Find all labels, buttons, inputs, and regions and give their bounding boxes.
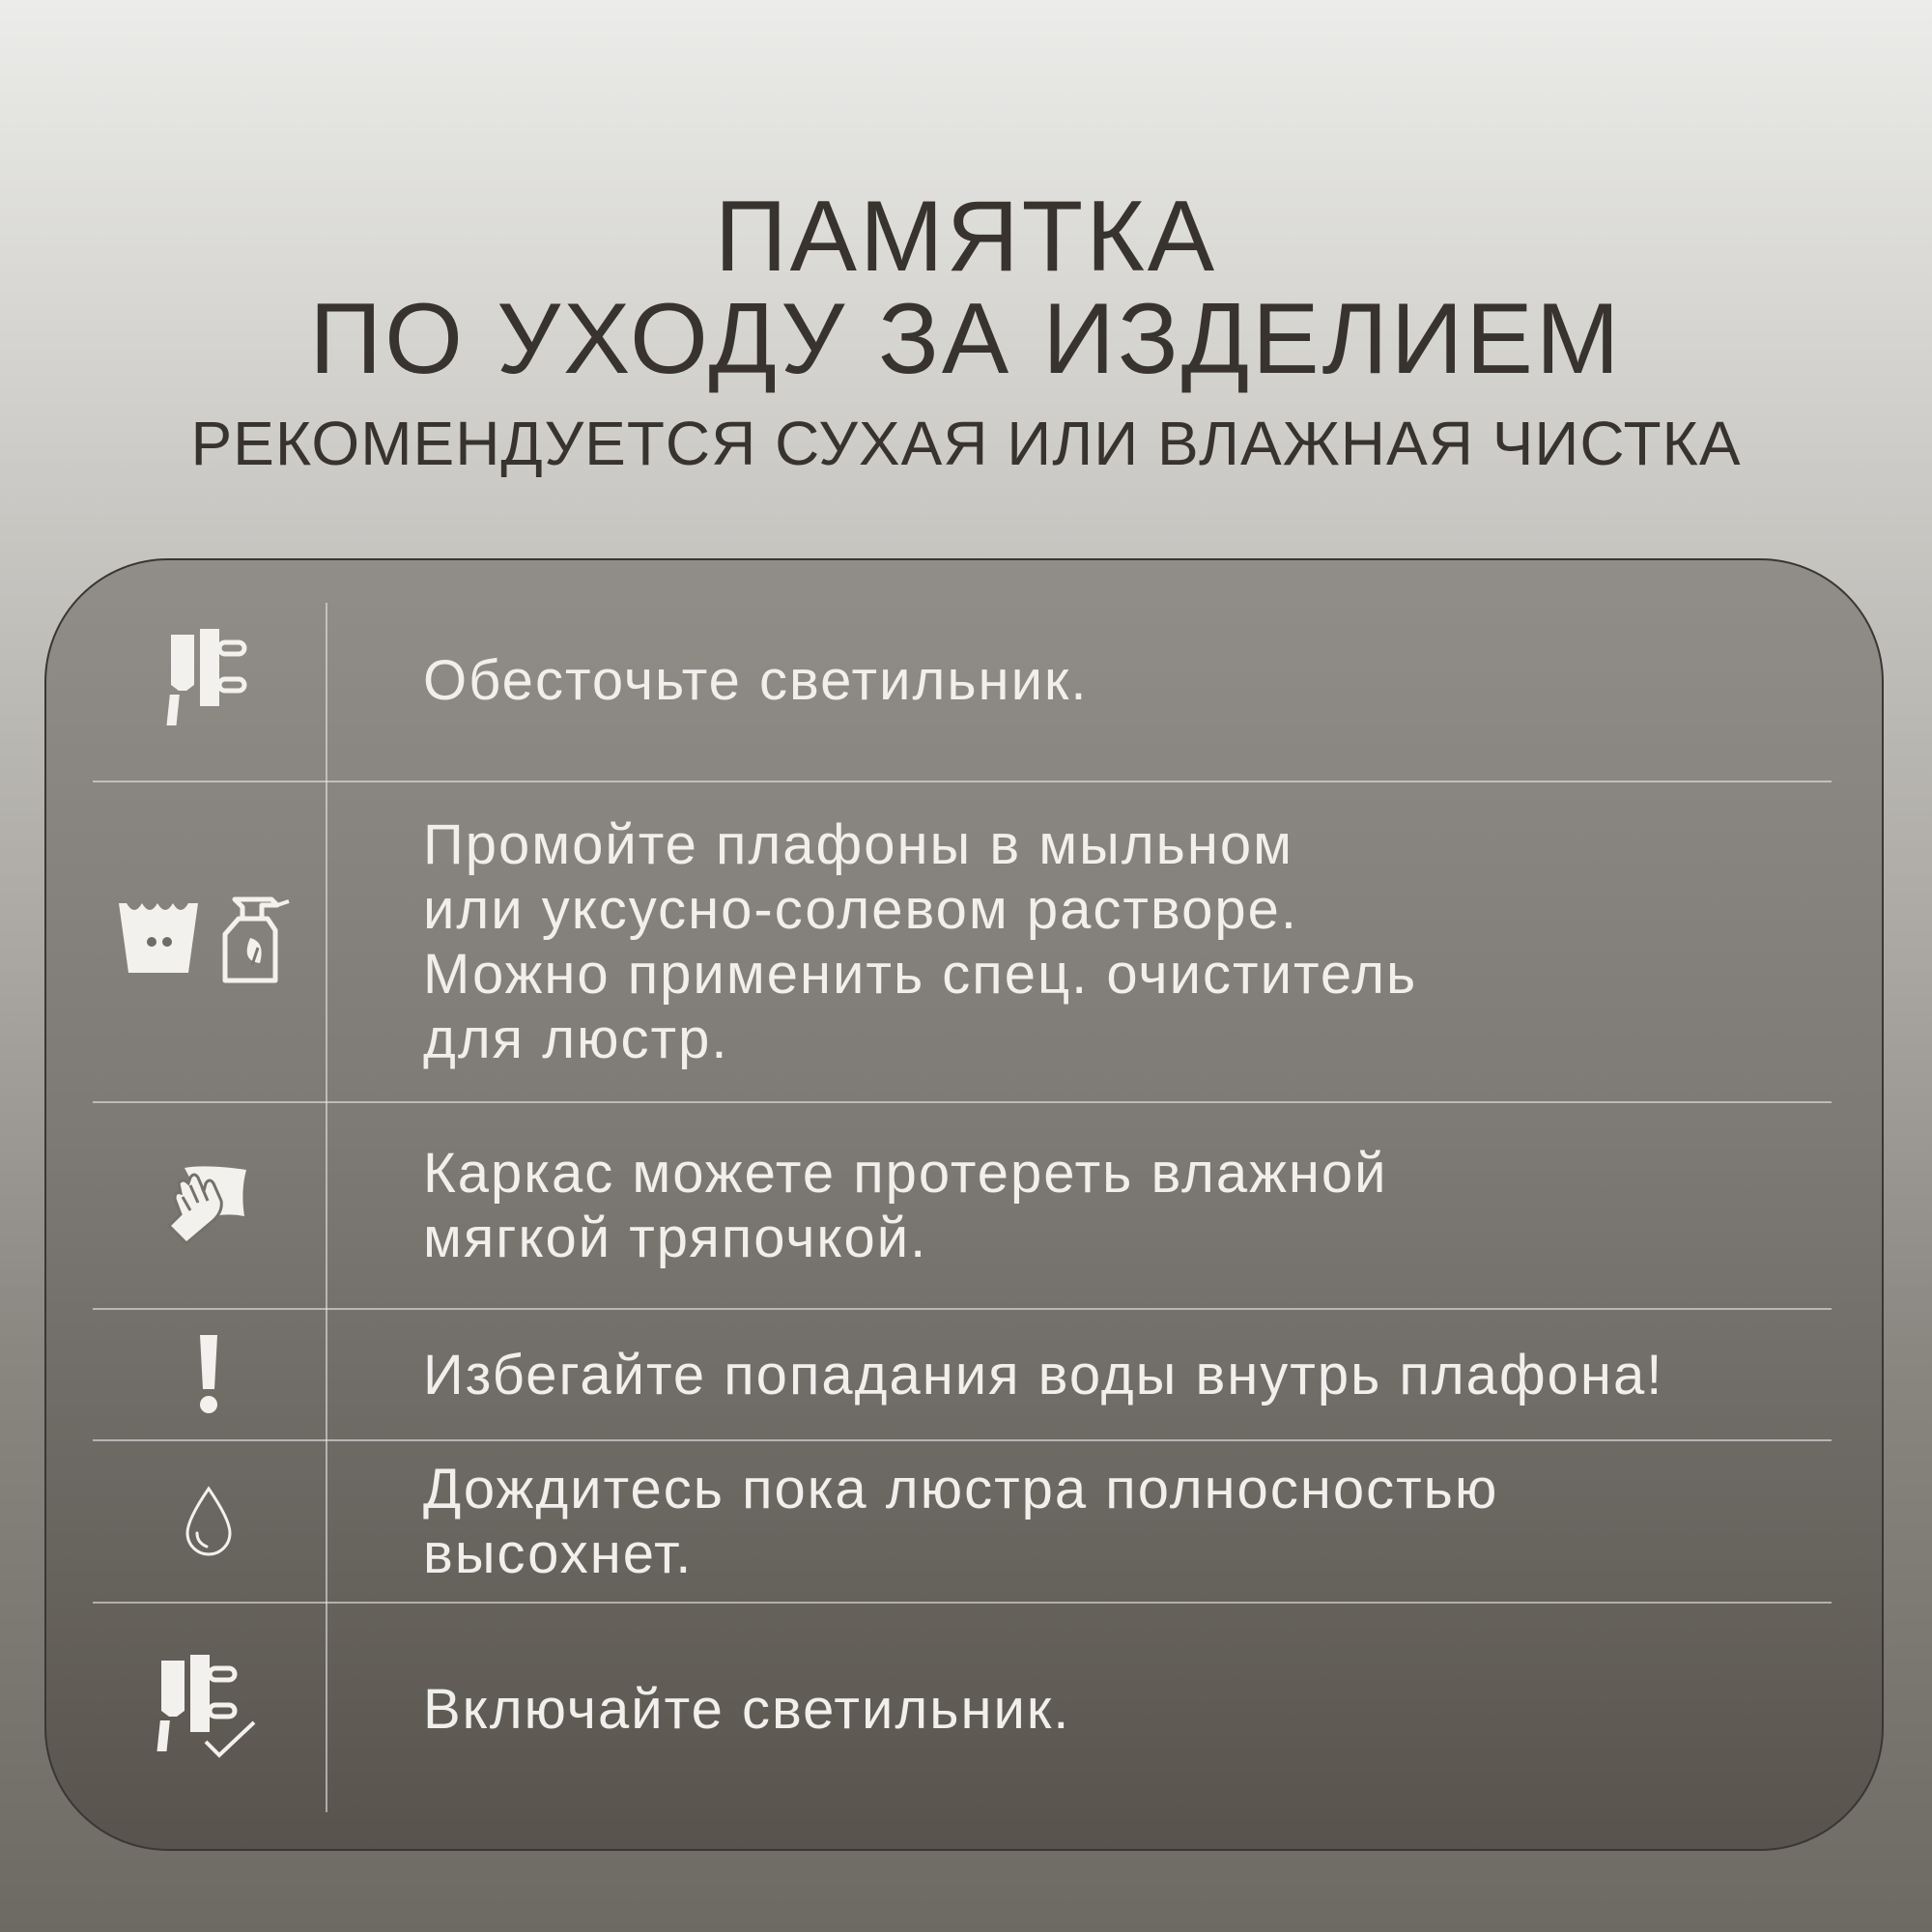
step-line: высохнет.	[423, 1522, 694, 1585]
title-line-2: ПО УХОДУ ЗА ИЗДЕЛИЕМ	[309, 282, 1623, 395]
step-row-unplug	[93, 599, 1832, 761]
spray-bottle-icon	[225, 899, 289, 980]
step-line: мягкой тряпочкой.	[423, 1207, 928, 1269]
care-instructions-card	[44, 558, 1884, 1851]
step-row-wipe	[93, 1103, 1832, 1308]
wash-basin-icon	[117, 895, 300, 988]
step-row-dry	[93, 1441, 1832, 1602]
step-line: для люстр.	[423, 1008, 729, 1070]
step-row-warning	[93, 1310, 1832, 1439]
step-text-wipe	[423, 1103, 1832, 1308]
step-text-wash	[423, 782, 1832, 1101]
title-line-1: ПАМЯТКА	[714, 180, 1218, 293]
step-line: Каркас можете протереть влажной	[423, 1142, 1388, 1205]
plug-check-icon	[93, 1604, 325, 1814]
step-text-warning	[423, 1310, 1832, 1439]
step-row-wash	[93, 782, 1832, 1101]
plug-icon	[93, 599, 325, 761]
step-text-unplug	[423, 599, 1832, 761]
page-title	[0, 180, 1932, 395]
step-line: Избегайте попадания воды внутрь плафона!	[423, 1343, 1664, 1406]
step-line: Можно применить спец. очиститель	[423, 943, 1418, 1006]
step-row-switch-on	[93, 1604, 1832, 1814]
step-line: Дождитесь пока люстра полносностью	[423, 1458, 1499, 1520]
hand-wipe-cloth-icon	[93, 1103, 325, 1308]
step-line: или уксусно-солевом растворе.	[423, 878, 1298, 941]
exclamation-icon	[93, 1310, 325, 1439]
wash-icons	[93, 782, 325, 1101]
step-line: Обесточьте светильник.	[423, 648, 1089, 712]
step-text-switch-on	[423, 1604, 1832, 1814]
step-line: Промойте плафоны в мыльном	[423, 813, 1294, 876]
water-drop-icon	[93, 1441, 325, 1602]
step-text-dry	[423, 1441, 1832, 1602]
subtitle: РЕКОМЕНДУЕТСЯ СУХАЯ ИЛИ ВЛАЖНАЯ ЧИСТКА	[190, 409, 1742, 478]
step-line: Включайте светильник.	[423, 1677, 1071, 1741]
